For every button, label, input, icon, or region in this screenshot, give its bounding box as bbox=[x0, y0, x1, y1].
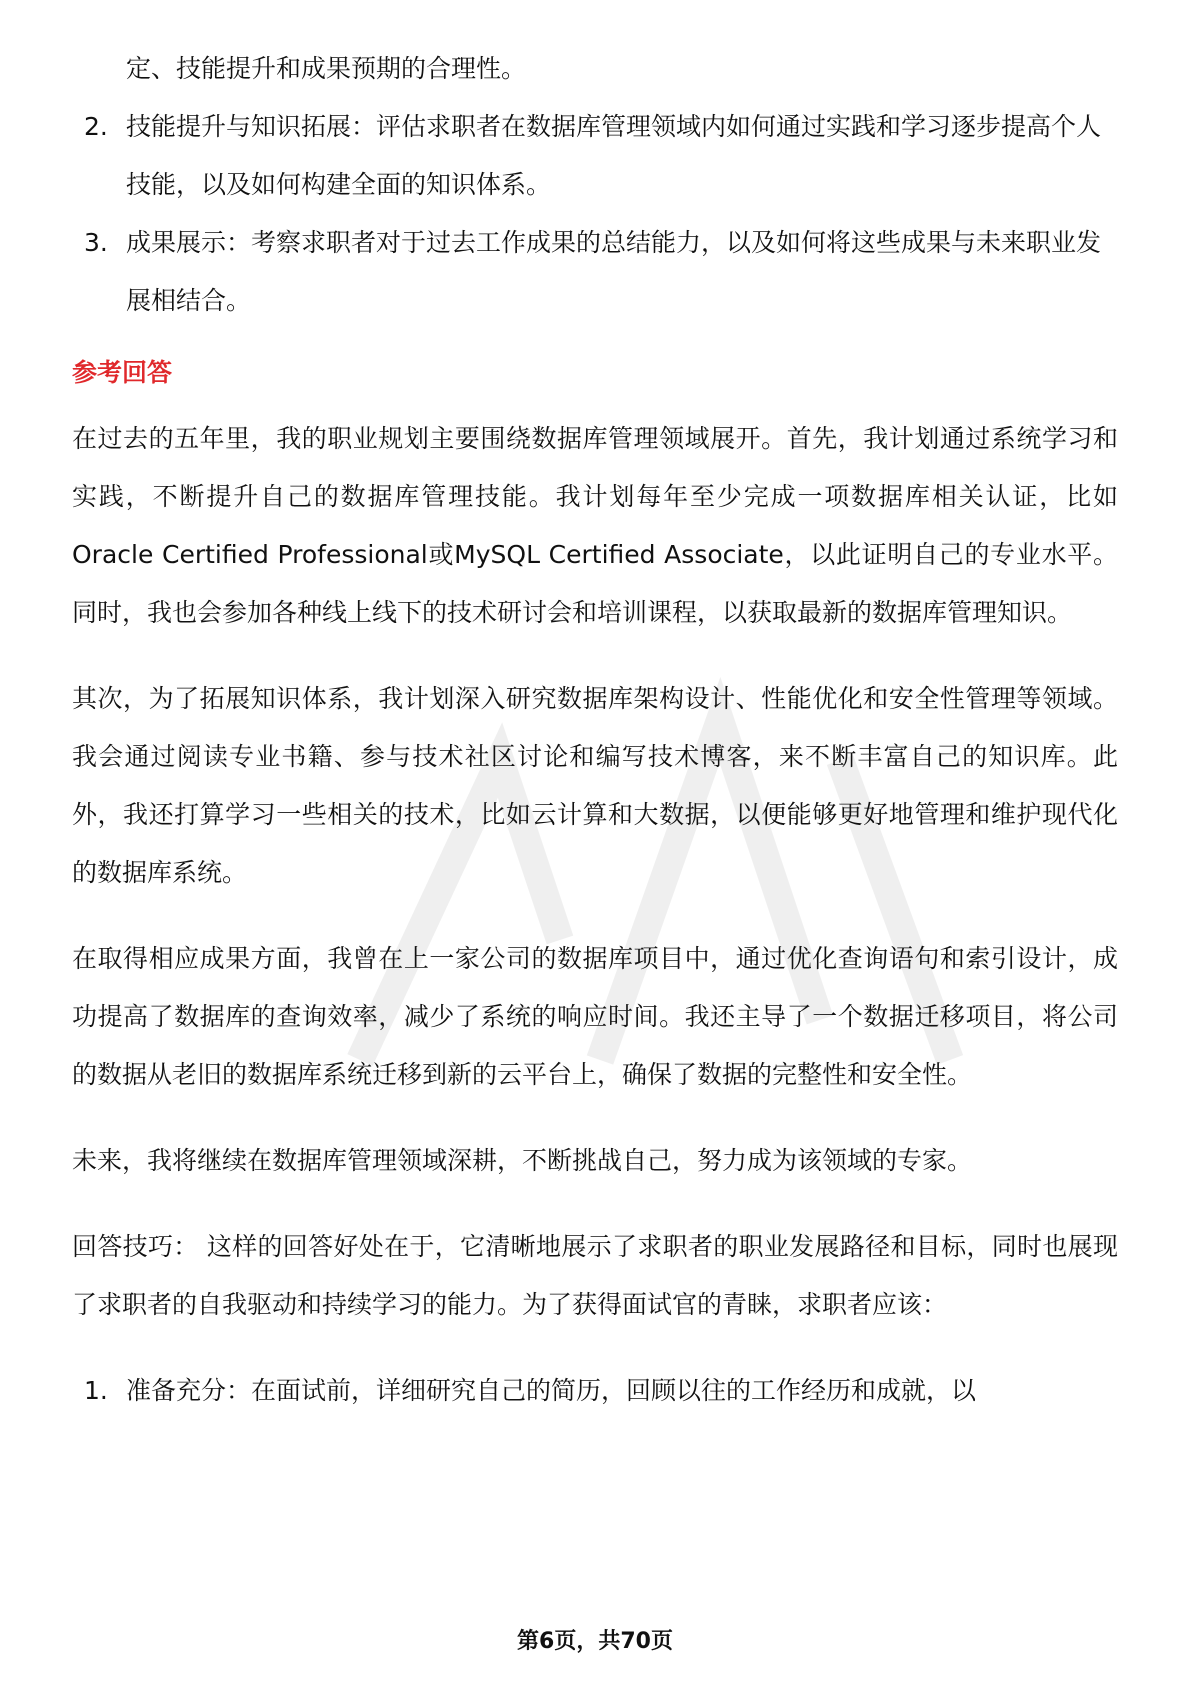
list-item-text: 技能提升与知识拓展：评估求职者在数据库管理领域内如何通过实践和学习逐步提高个人技能，以及如何构建全面的知识体系。 bbox=[126, 112, 1102, 199]
page-footer: 第6页，共70页 bbox=[517, 1629, 673, 1654]
list-item bbox=[72, 214, 1118, 330]
paragraph: 未来，我将继续在数据库管理领域深耕，不断挑战自己，努力成为该领域的专家。 bbox=[72, 1146, 973, 1175]
paragraph: 在过去的五年里，我的职业规划主要围绕数据库管理领域展开。首先，我计划通过系统学习和实践，不断提升自己的数据库管理技能。我计划每年至少完成一项数据库相关认证，比如Oracle Certified Professional或MySQL Certified Associate，以此证明自己的专业水平。同时，我也会参加各种线上线下的技术研讨会和培训课程，以获取最新的数据库管理知识。 bbox=[72, 424, 1118, 627]
list-item-text: 定、技能提升和成果预期的合理性。 bbox=[126, 54, 527, 83]
list-item-text: 成果展示：考察求职者对于过去工作成果的总结能力，以及如何将这些成果与未来职业发展相结合。 bbox=[126, 228, 1102, 315]
paragraph: 回答技巧： 这样的回答好处在于，它清晰地展示了求职者的职业发展路径和目标，同时也展现了求职者的自我驱动和持续学习的能力。为了获得面试官的青睐，求职者应该： bbox=[72, 1232, 1118, 1319]
paragraph: 在取得相应成果方面，我曾在上一家公司的数据库项目中，通过优化查询语句和索引设计，成功提高了数据库的查询效率，减少了系统的响应时间。我还主导了一个数据迁移项目，将公司的数据从老旧的数据库系统迁移到新的云平台上，确保了数据的完整性和安全性。 bbox=[72, 944, 1118, 1089]
list-number: 1. bbox=[84, 1376, 108, 1405]
list-number: 3. bbox=[84, 228, 108, 257]
list-item-continuation bbox=[72, 40, 1118, 98]
tips-list bbox=[72, 1362, 1118, 1420]
paragraph: 其次，为了拓展知识体系，我计划深入研究数据库架构设计、性能优化和安全性管理等领域。我会通过阅读专业书籍、参与技术社区讨论和编写技术博客，来不断丰富自己的知识库。此外，我还打算学习一些相关的技术，比如云计算和大数据，以便能够更好地管理和维护现代化的数据库系统。 bbox=[72, 684, 1118, 887]
list-item bbox=[72, 1362, 1118, 1420]
document-body bbox=[72, 40, 1118, 1420]
section-heading: 参考回答 bbox=[72, 358, 173, 387]
list-number: 2. bbox=[84, 112, 108, 141]
list-item bbox=[72, 98, 1118, 214]
criteria-list bbox=[72, 40, 1118, 330]
list-item-text: 准备充分：在面试前，详细研究自己的简历，回顾以往的工作经历和成就，以 bbox=[126, 1376, 977, 1405]
